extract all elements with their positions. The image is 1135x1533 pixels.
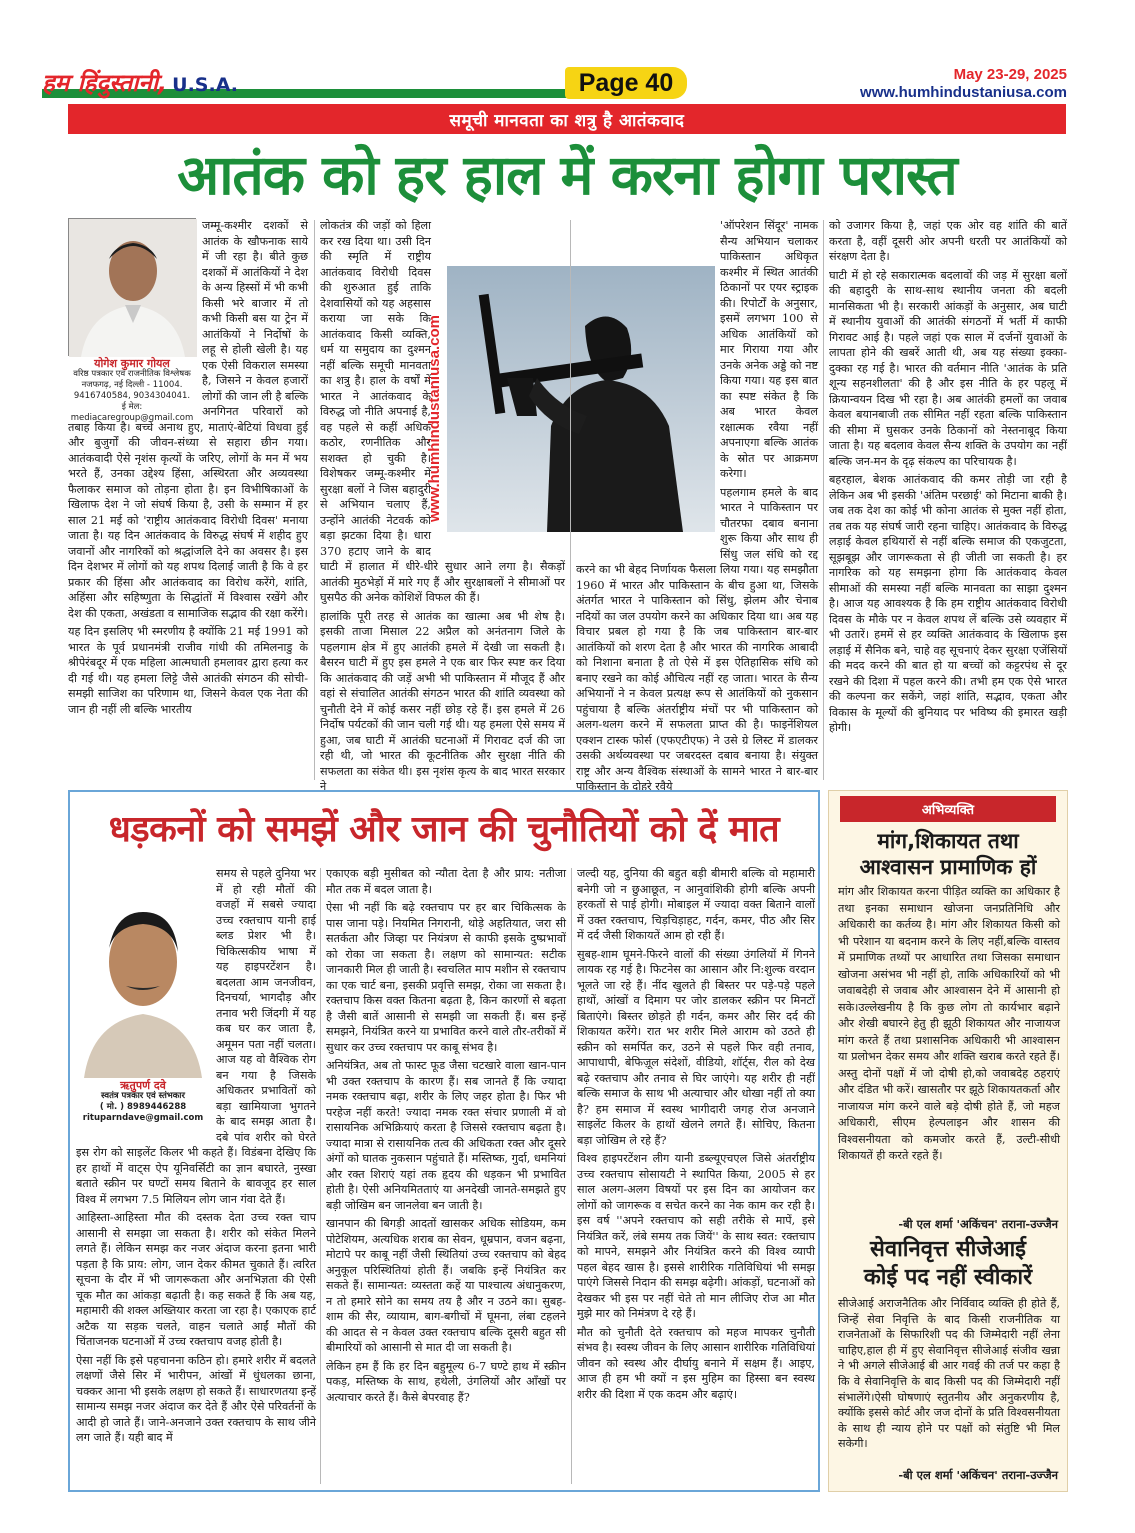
article2-paragraph: विश्व हाइपरटेंशन लीग यानी डब्ल्यूएचएल जिसे अंतर्राष्ट्रीय उच्च रक्तचाप सोसायटी ने स्थापित किया, 2005 से हर साल अलग-अलग विषयों पर इस दिन का आयोजन कर लोगों को जागरूक व सचेत करने का नेक काम कर रही है। इस वर्ष ''अपने रक्तचाप को सही तरीके से मापें, इसे नियंत्रित करें, लंबे समय तक जियें'' के साथ स्वत: रक्तचाप को मापने, समझने और नियंत्रित करने की विश्व व्यापी पहल बेहद खास है। इससे शारीरिक गतिविधियां भी समझ पाएंगे जिससे निदान की समझ बढ़ेगी। आंकड़ों, घटनाओं को देखकर भी इस पर नहीं चेते तो मान लीजिए रोज आ मौत मुझे मार को निमंत्रण दे रहे हैं। [577,1152,815,1320]
column-divider [571,868,572,1484]
issue-date: May 23-29, 2025 [953,66,1067,83]
section-banner: समूची मानवता का शत्रु है आतंकवाद [68,104,1066,134]
article1-paragraph: यह दिन इसलिए भी स्मरणीय है क्योंकि 21 मई 1991 को भारत के पूर्व प्रधानमंत्री राजीव गांधी की तमिलनाडु के श्रीपेरंबदूर में एक महिला आत्मघाती हमलावर द्वारा हत्या कर दी गई थी। यह हमला लिट्टे जैसे आतंकी संगठन की सोची-समझी साजिश का परिणाम था, जिसने केवल एक नेता की जान ही नहीं ली बल्कि भारतीय [68,625,308,716]
author1-name: योगेश कुमार गोयल [94,357,170,370]
masthead-brand [42,66,562,100]
author2-name: ऋतुपर्ण दवे [120,1079,166,1092]
letter1-body: मांग और शिकायत करना पीड़ित व्यक्ति का अधिकार है तथा इनका समाधान खोजना जनप्रतिनिधि और अधिकारी का कर्तव्य है। मांग और शिकायत किसी को भी परेशान या बदनाम करने के लिए नहीं,बल्कि वास्तव में प्रमाणिक तथ्यों पर आधारित तथा जिसका समाधान खोजना असंभव भी नहीं हो, ताकि अधिकारियों को भी जवाबदेही से जवाब और आश्वासन देने में आसानी हो सके।उल्लेखनीय है कि कुछ लोग तो कार्यभार बढ़ाने और शेखी बघारने हेतु ही झूठी शिकायत और नाजायज मांग करते हैं तथा प्रशासनिक अधिकारी भी आश्वासन या प्रलोभन देकर समय और शक्ति खराब करते रहते हैं। अस्तु दोनों पक्षों में जो दोषी हो,को जवाबदेह ठहराएं और दंडित भी करें। खासतौर पर झूठे शिकायतकर्ता और नाजायज मांग करने वाले बड़े दोषी होते हैं, जो महज अधिकारी, सीएम हेल्पलाइन और शासन की विश्वसनीयता को कमजोर करते हैं, उल्टी-सीधी शिकायतें ही करते रहते हैं। [838,885,1060,1162]
column-divider [823,220,824,780]
author2-email[interactable]: rituparndave@gmail.com [82,1113,204,1123]
letter1-title [836,828,1060,880]
article2-headline: धड़कनों को समझें और जान की चुनौतियों को दें मात [108,809,780,850]
letter2-title-line2: कोई पद नहीं स्वीकारें [863,1265,1033,1290]
article2-column-3 [577,866,815,1486]
brand-suffix: U.S.A. [172,74,238,96]
article1-paragraph: हालांकि पूरी तरह से आतंक का खात्मा अब भी शेष है। इसकी ताजा मिसाल 22 अप्रैल को अनंतनाग जिले के पहलगाम क्षेत्र में हुए आतंकी हमले में देखी जा सकती है। बैसरन घाटी में हुए इस हमले ने एक बार फिर स्पष्ट कर दिया कि आतंकवाद की जड़ें अभी भी पाकिस्तान में मौजूद हैं और वहां से संचालित आतंकी संगठन भारत की शांति व्यवस्था को चुनौती देने में कोई कसर नहीं छोड़ रहे हैं। इस हमले में 26 निर्दोष पर्यटकों की जान चली गई थी। यह हमला ऐसे समय में हुआ, जब घाटी में आतंकी घटनाओं में गिरावट दर्ज की जा रही थी, जो भारत की कूटनीतिक और सुरक्षा नीति की सफलता का संकेत थी। इस नृशंस कृत्य के बाद भारत सरकार ने [320,609,565,793]
article1-column-4 [829,218,1067,783]
article2-paragraph: लेकिन हम हैं कि हर दिन बहुमूल्य 6-7 घण्टे हाथ में स्क्रीन पकड़, मस्तिष्क के साथ, हथेली, उंगलियों और आँखों पर अत्याचार करते हैं। कैसे बेपरवाह हैं? [326,1359,566,1404]
article2-paragraph: खानपान की बिगड़ी आदतों खासकर अधिक सोडियम, कम पोटेशियम, अत्यधिक शराब का सेवन, धूम्रपान, वजन बढ़ना, मोटापे पर काबू नहीं जैसी स्थितियां उच्च रक्तचाप को बेहद अनुकूल परिस्थितियां होती हैं। जबकि इन्हें नियंत्रित कर सकते हैं। सामान्यत: व्यस्तता कहें या पाश्चात्य अंधानुकरण, न तो हमारे सोने का समय तय है और न उठने का। सुबह-शाम की सैर, व्यायाम, बाग-बगीचों में घूमना, लंबा टहलने की आदत से न केवल उक्त रक्तचाप बल्कि दूसरी बहुत सी बीमारियों को आसानी से मात दी जा सकती है। [326,1217,566,1354]
letter2-body: सीजेआई अराजनैतिक और निर्विवाद व्यक्ति ही होते हैं, जिन्हें सेवा निवृत्ति के बाद किसी राजनीतिक या राजनेताओं के सिफारिशी पद की जिम्मेदारी नहीं लेना चाहिए,हाल ही में हुए सेवानिवृत्त सीजेआई संजीव खन्ना ने भी अगले सीजेआई बी आर गवई की तर्ज पर कहा है कि वे सेवानिवृत्ति के बाद किसी पद की जिम्मेदारी नहीं संभालेंगे।ऐसी घोषणाएं स्तुतनीय और अनुकरणीय है, क्योंकि इससे कोर्ट और जज दोनों के प्रति विश्वसनीयता के साथ ही न्याय होने पर पक्षों को संतुष्टि भी मिल सकेगी। [838,1297,1060,1451]
article1-headline: आतंक को हर हाल में करना होगा परास्त [177,143,957,207]
article2-paragraph: अनियंत्रित, अब तो फास्ट फूड जैसा चटखारे वाला खान-पान भी उक्त रक्तचाप के कारण हैं। सब जानते हैं कि ज्यादा नमक रक्तचाप बढ़ा, शरीर के लिए जहर होता है। फिर भी परहेज नहीं करते! ज्यादा नमक रक्त संचार प्रणाली में वो रासायनिक अभिक्रियाएं करता है जिससे रक्तचाप बढ़ता है। ज्यादा मात्रा से रासायनिक तत्व की अधिकता रक्त और दूसरे अंगों को घातक नुकसान पहुंचाते हैं। मस्तिष्क, गुर्दा, धमनियां और रक्त शिराएं यहां तक हृदय की धड़कन भी प्रभावित होती है। ऐसी अनियमितताएं या अनदेखी जानते-समझते हुए बड़ी जोखिम बन जानलेवा बन जाती है। [326,1059,566,1212]
page-number: Page 40 [565,67,687,99]
author2-caption [76,1080,210,1124]
author1-photo-block [68,218,196,423]
author2-desc: स्वतंत्र पत्रकार एवं स्तंभकार [101,1091,185,1101]
brand-name: हम हिंदुस्तानी, [42,69,168,97]
photo-watermark: www.humhindustaniusa.com [426,315,443,522]
article2-column-1 [76,866,316,1486]
letter2-title-line1: सेवानिवृत्त सीजेआई [870,1237,1026,1262]
article2-paragraph: सुबह-शाम घूमने-फिरने वालों की संख्या उंगलियों में गिनने लायक रह गई है। फिटनेस का आसान और नि:शुल्क वरदान भूलते जा रहे हैं। नींद खुलते ही बिस्तर पर पड़े-पड़े पहले हाथों, आंखों व दिमाग पर जोर डालकर स्क्रीन पर मिनटों बिताएंगे। बिस्तर छोड़ते ही गर्दन, कमर और सिर दर्द की शिकायत करेंगे। रात भर शरीर मिले आराम को उठते ही स्क्रीन को समर्पित कर, उठने से पहले फिर वही तनाव, आपाधापी, बेफिज़ूल संदेशों, वीडियो, शॉर्ट्स, रील को देख बढ़े रक्तचाप और तनाव से घिर जाएंगे। यह शरीर ही नहीं बल्कि समाज के साथ भी अत्याचार और धोखा नहीं तो क्या है? हम समाज में स्वस्थ भागीदारी जगह रोज अनजाने साइलेंट किलर के हाथों खेलने लगते हैं। सोचिए, कितना बड़ा जोखिम ले रहे हैं? [577,947,815,1147]
article1-column-3 [576,218,818,793]
website-link[interactable]: www.humhindustaniusa.com [860,84,1067,101]
sidebar-section-label: अभिव्यक्ति [840,796,1056,822]
article1-column-1 [68,218,308,783]
article2-paragraph: समय से पहले दुनिया भर में हो रही मौतों की वजहों में सबसे ज्यादा उच्च रक्तचाप यानी हाई ब्लड प्रेशर भी है। चिकित्सकीय भाषा में यह हाइपरटेंशन है। बदलता आम जनजीवन, दिनचर्या, भागदौड़ और तनाव भरी जिंदगी में यह कब घर कर जाता है, अमूमन पता नहीं चलता। आज यह वो वैश्विक रोग बन गया है जिसके अधिकतर प्रभावितों को बड़ा खामियाजा भुगतने के बाद समझ आता है। दबे पांव शरीर को घेरते इस रोग को साइलेंट किलर भी कहते हैं। विडंबना देखिए कि हर हाथों में वाट्स ऐप यूनिवर्सिटी का ज्ञान बघारते, नुस्खा बताते स्क्रीन पर घण्टों समय बिताने के बावजूद हर साल विश्व में लगभग 7.5 मिलियन लोग जान गंवा देते हैं। [76,867,316,1206]
author1-caption [68,358,196,424]
author1-phone: 9416740584, 9034304041. [73,391,191,401]
letter2-signature: -बी एल शर्मा 'अकिंचन' तराना-उज्जैन [898,1468,1058,1482]
letter2-title [836,1236,1060,1292]
article1-paragraph: पहलगाम हमले के बाद भारत ने पाकिस्तान पर चौतरफा दबाव बनाना शुरू किया और साथ ही सिंधु जल संधि को रद्द करने का भी बेहद निर्णायक फैसला लिया गया। यह समझौता 1960 में भारत और पाकिस्तान के बीच हुआ था, जिसके अंतर्गत भारत ने पाकिस्तान को सिंधु, झेलम और चेनाब नदियों का जल उपयोग करने का अधिकार दिया था। अब यह विचार प्रबल हो गया है कि जब पाकिस्तान बार-बार आतंकियों को शरण देता है और भारत की नागरिक आबादी को निशाना बनाता है तो ऐसे में इस ऐतिहासिक संधि को बनाए रखने का कोई औचित्य नहीं रह जाता। भारत के सैन्य अभियानों ने न केवल प्रत्यक्ष रूप से आतंकियों को नुकसान पहुंचाया है बल्कि अंतर्राष्ट्रीय मंचों पर भी पाकिस्तान को अलग-थलग करने में सफलता प्राप्त की है। फाइनेंशियल एक्शन टास्क फोर्स (एफएटीएफ) ने उसे ग्रे लिस्ट में डालकर उसकी अर्थव्यवस्था पर जबरदस्त दबाव बनाया है। संयुक्त राष्ट्र और अन्य वैश्विक संस्थाओं के सामने भारत ने बार-बार पाकिस्तान के दोहरे रवैये [576,485,818,793]
column-divider [314,220,315,780]
article2-paragraph: आहिस्ता-आहिस्ता मौत की दस्तक देता उच्च रक्त चाप आसानी से समझा जा सकता है। शरीर को संकेत मिलने लगते हैं। लेकिन समझ कर नजर अंदाज करना इतना भारी पड़ता है कि प्राय: लोग, जान देकर कीमत चुकाते हैं। त्वरित सूचना के दौर में भी जागरूकता और अनभिज्ञता की ऐसी चूक मौत का आंकड़ा बढ़ाती है। कह सकते हैं कि अब यह, महामारी की शक्ल अख्तियार करता जा रहा है। एकाएक हार्ट अटैक या सड़क चलते, वाहन चलाते आईं मौतों की चिंताजनक घटनाओं में उच्च रक्तचाप वजह होती है। [76,1211,316,1348]
article2-paragraph: ऐसा नहीं कि इसे पहचानना कठिन हो। हमारे शरीर में बदलते लक्षणों जैसे सिर में भारीपन, आंखों में धुंधलका छाना, चक्कर आना भी इसके लक्षण हो सकते हैं। साधारणतया इन्हें सामान्य समझ नजर अंदाज कर देते हैं और ऐसे परिवर्तनों के आदी हो जाते हैं। जाने-अनजाने उक्त रक्तचाप के साथ जीने लग जाते हैं। यही बाद में [76,1353,317,1444]
author1-desc: वरिष्ठ पत्रकार एवं राजनीतिक विश्लेषक [73,369,191,379]
article1-paragraph: घाटी में हो रहे सकारात्मक बदलावों की जड़ में सुरक्षा बलों की बहादुरी के साथ-साथ स्थानीय जनता की बदली मानसिकता भी है। सरकारी आंकड़ों के अनुसार, अब घाटी में स्थानीय युवाओं की आतंकी संगठनों में भर्ती में काफी गिरावट आई है। पहले जहां एक साल में दर्जनों युवाओं के लापता होने की खबरें आती थी, अब यह संख्या इक्का-दुक्का रह गई है। भारत की वर्तमान नीति 'आतंक के प्रति शून्य सहनशीलता' की है और इस नीति के हर पहलू में क्रियान्वयन दिख भी रहा है। अब आतंकी हमलों का जवाब केवल बयानबाजी तक सीमित नहीं रहता बल्कि पाकिस्तान की सीमा में घुसकर उनके ठिकानों को नेस्तनाबूद किया जाता है। यह बदलाव केवल सैन्य शक्ति के उपयोग का नहीं बल्कि जन-मन के दृढ़ संकल्प का परिचायक है। [829,268,1067,468]
article2-column-2 [326,866,566,1486]
article2-paragraph: मौत को चुनौती देते रक्तचाप को महज मापकर चुनौती संभव है। स्वस्थ जीवन के लिए आसान शारीरिक गतिविधियां जीवन को स्वस्थ और दीर्घायु बनाने में सक्षम हैं। आइए, आज ही हम भी क्यों न इस मुहिम का हिस्सा बन स्वस्थ शरीर की दिशा में एक कदम और बढ़ाएं। [577,1325,815,1401]
author2-photo [76,882,210,1078]
photo-float-spacer [576,248,714,556]
author2-phone: ( मो. ) 8989446288 [99,1102,187,1112]
letter1-signature: -बी एल शर्मा 'अकिंचन' तराना-उज्जैन [898,1217,1058,1231]
article2-paragraph: जल्दी यह, दुनिया की बहुत बड़ी बीमारी बल्कि वो महामारी बनेगी जो न छुआछूत, न आनुवांशिकी होगी बल्कि अपनी हरकतों से पाई होगी। मोबाइल में ज्यादा वक्त बिताने वालों में उक्त रक्तचाप, चिड़चिड़ाहट, गर्दन, कमर, पीठ और सिर में दर्द जैसी शिकायतें आम हो रही हैं। [577,867,815,942]
article2-paragraph: ऐसा भी नहीं कि बढ़े रक्तचाप पर हर बार चिकित्सक के पास जाना पड़े। नियमित निगरानी, थोड़े अहतियात, जरा सी सतर्कता और जिव्हा पर नियंत्रण से काफी इसके दुष्प्रभावों को रोका जा सकता है। लक्षण को सामान्यत: सटीक जानकारी मिल ही जाती है। स्वचलित माप मशीन से रक्तचाप का एक चार्ट बना, इसकी प्रवृत्ति समझ, रोका जा सकता है। रक्तचाप किस वक्त कितना बढ़ता है, किन कारणों से बढ़ता है जैसी बातें आसानी से समझी जा सकती हैं। बस इन्हें समझने, नियंत्रित करने या प्रभावित करने वाले तौर-तरीकों में सुधार कर उच्च रक्तचाप पर काबू संभव है। [326,901,566,1054]
article1-paragraph: लोकतंत्र की जड़ों को हिला कर रख दिया था। उसी दिन की स्मृति में राष्ट्रीय आतंकवाद विरोधी दिवस की शुरुआत हुई ताकि देशवासियों को यह अहसास कराया जा सके कि आतंकवाद किसी व्यक्ति, धर्म या समुदाय का दुश्मन नहीं बल्कि समूची मानवता का शत्रु है। हाल के वर्षों में भारत ने आतंकवाद के विरुद्ध जो नीति अपनाई है, वह पहले से कहीं अधिक कठोर, रणनीतिक और सशक्त हो चुकी है। विशेषकर जम्मू-कश्मीर में सुरक्षा बलों ने जिस बहादुरी से अभियान चलाए हैं, उन्होंने आतंकी नेटवर्क को बड़ा झटका दिया है। धारा 370 हटाए जाने के बाद घाटी में हालात में धीरे-धीरे सुधार आने लगा है। सैकड़ों आतंकी मुठभेड़ों में मारे गए हैं और सुरक्षाबलों ने सीमाओं पर घुसपैठ की अनेक कोशिशें विफल की हैं। [320,219,565,604]
article2-paragraph: एकाएक बड़ी मुसीबत को न्यौता देता है और प्राय: नतीजा मौत तक में बदल जाता है। [326,867,566,896]
author1-photo [68,218,196,356]
column-divider [570,220,571,780]
letter1-title-line1: मांग,शिकायत तथा [877,829,1019,853]
article1-paragraph: बहरहाल, बेशक आतंकवाद की कमर तोड़ी जा रही है लेकिन अब भी इसकी 'अंतिम परछाई' को मिटाना बाकी है। जब तक देश का कोई भी कोना आतंक से मुक्त नहीं होता, तब तक यह संघर्ष जारी रहना चाहिए। आतंकवाद के विरुद्ध लड़ाई केवल हथियारों से नहीं बल्कि समाज की एकजुटता, सूझबूझ और जागरूकता से ही जीती जा सकती है। हर नागरिक को यह समझना होगा कि आतंकवाद केवल सीमाओं की समस्या नहीं बल्कि मानवता का साझा दुश्मन है। आज यह आवश्यक है कि हम राष्ट्रीय आतंकवाद विरोधी दिवस के मौके पर न केवल शपथ लें बल्कि उसे व्यवहार में भी उतारें। हममें से हर व्यक्ति आतंकवाद के खिलाफ इस लड़ाई में सैनिक बने, चाहे वह सूचनाएं देकर सुरक्षा एजेंसियों की मदद करने की बात हो या बच्चों को कट्टरपंथ से दूर रखने की दिशा में पहल करने की। तभी हम एक ऐसे भारत की कल्पना कर सकेंगे, जहां शांति, सद्भाव, एकता और विकास के मूल्यों की बुनियाद पर भविष्य की इमारत खड़ी होगी। [829,473,1067,734]
letter1-title-line2: आश्वासन प्रामाणिक हों [859,855,1037,879]
column-divider [320,868,321,1484]
article1-paragraph: 'ऑपरेशन सिंदूर' नामक सैन्य अभियान चलाकर पाकिस्तान अधिकृत कश्मीर में स्थित आतंकी ठिकानों पर एयर स्ट्राइक की। रिपोर्टों के अनुसार, इसमें लगभग 100 से अधिक आतंकियों को मार गिराया गया और उनके अनेक अड्डे को नष्ट किया गया। यह इस बात का स्पष्ट संकेत है कि अब भारत केवल रक्षात्मक रवैया नहीं अपनाएगा बल्कि आतंक के स्रोत पर आक्रमण करेगा। [720,219,818,480]
author1-email[interactable]: ई मेल: mediacaregroup@gmail.com [70,402,194,423]
author2-photo-block [76,882,210,1138]
author1-address: नजफगढ़, नई दिल्ली - 11004. [81,380,183,390]
article1-paragraph: को उजागर किया है, जहां एक ओर वह शांति की बातें करता है, वहीं दूसरी ओर अपनी धरती पर आतंकियों को संरक्षण देता है। [829,219,1067,263]
article1-paragraph: जम्मू-कश्मीर दशकों से आतंक के खौफनाक साये में जी रहा है। बीते कुछ दशकों में आतंकियों ने देश के अन्य हिस्सों में भी कभी किसी भरे बाजार में तो कभी किसी बस या ट्रेन में आतंकियों ने निर्दोषों के लहू से होली खेली है। यह एक ऐसी विकराल समस्या है, जिसने न केवल हजारों लोगों की जान ली है बल्कि अनगिनत परिवारों को तबाह किया है। बच्चे अनाथ हुए, माताएं-बेटियां विधवा हुई और बुजुर्गों की जीवन-संध्या से सहारा छीन गया। आतंकवादी ऐसे नृशंस कृत्यों के जरिए, लोगों के मन में भय भरते हैं, उनका उद्देश्य हिंसा, अस्थिरता और अव्यवस्था फैलाकर समाज को तोड़ना होता है। इन विभीषिकाओं के खिलाफ देश ने जो संघर्ष किया है, उसी के सम्मान में हर साल 21 मई को 'राष्ट्रीय आतंकवाद विरोधी दिवस' मनाया जाता है। यह दिन आतंकवाद के विरुद्ध संघर्ष में शहीद हुए जवानों और नागरिकों को श्रद्धांजलि देने का अवसर है। इस दिन देशभर में लोगों को यह शपथ दिलाई जाती है कि वे हर प्रकार की हिंसा और आतंकवाद का विरोध करेंगे, शांति, अहिंसा और सहिष्णुता के सिद्धांतों में विश्वास रखेंगे और देश की एकता, अखंडता व सामाजिक सद्भाव की रक्षा करेंगे। [68,219,308,620]
